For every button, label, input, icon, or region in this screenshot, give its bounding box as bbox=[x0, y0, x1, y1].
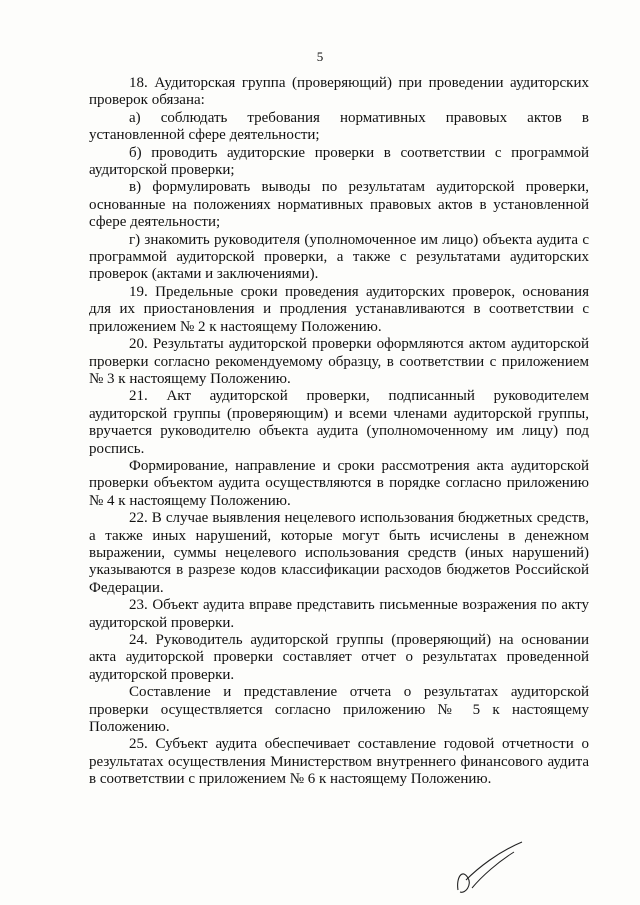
paragraph-21-continued: Формирование, направление и сроки рассмотрения акта аудиторской проверки объектом аудита осуществляются в порядке согласно приложению № 4 к настоящему Положению. bbox=[89, 457, 589, 509]
paragraph-18: 18. Аудиторская группа (проверяющий) при проведении аудиторских проверок обязана: bbox=[89, 75, 589, 109]
paragraph-22: 22. В случае выявления нецелевого использования бюджетных средств, а также иных нарушений, которые могут быть исчислены в денежном выражении, суммы нецелевого использования средств (иных нарушений) указываются в разрезе кодов классификации расходов бюджетов Российской Федерации. bbox=[89, 510, 589, 596]
page-number: 5 bbox=[316, 49, 324, 64]
handwritten-signature bbox=[448, 838, 528, 898]
document-body bbox=[89, 75, 589, 789]
paragraph-18b: б) проводить аудиторские проверки в соответствии с программой аудиторской проверки; bbox=[89, 144, 589, 179]
paragraph-19: 19. Предельные сроки проведения аудиторских проверок, основания для их приостановления и продления устанавливаются в соответствии с приложением № 2 к настоящему Положению. bbox=[89, 283, 589, 335]
paragraph-25: 25. Субъект аудита обеспечивает составление годовой отчетности о результатах осуществления Министерством внутреннего финансового аудита в соответствии с приложением № 6 к настоящему Положению. bbox=[89, 736, 589, 788]
paragraph-23: 23. Объект аудита вправе представить письменные возражения по акту аудиторской проверки. bbox=[89, 597, 589, 631]
paragraph-18a: а) соблюдать требования нормативных правовых актов в установленной сфере деятельности; bbox=[89, 109, 589, 144]
paragraph-21: 21. Акт аудиторской проверки, подписанный руководителем аудиторской группы (проверяющим) и всеми членами аудиторской группы, вручается руководителю объекта аудита (уполномоченному им лицу) под роспись. bbox=[89, 388, 589, 457]
paragraph-18g: г) знакомить руководителя (уполномоченное им лицо) объекта аудита с программой аудиторской проверки, а также с результатами аудиторских проверок (актами и заключениями). bbox=[89, 231, 589, 283]
paragraph-24-continued: Составление и представление отчета о результатах аудиторской проверки осуществляется согласно приложению № 5 к настоящему Положению. bbox=[89, 684, 589, 736]
paragraph-20: 20. Результаты аудиторской проверки оформляются актом аудиторской проверки согласно рекомендуемому образцу, в соответствии с приложением № 3 к настоящему Положению. bbox=[89, 336, 589, 387]
paragraph-18v: в) формулировать выводы по результатам аудиторской проверки, основанные на положениях нормативных правовых актов в установленной сфере деятельности; bbox=[89, 179, 589, 231]
paragraph-24: 24. Руководитель аудиторской группы (проверяющий) на основании акта аудиторской проверки составляет отчет о результатах проведенной аудиторской проверки. bbox=[89, 632, 589, 683]
